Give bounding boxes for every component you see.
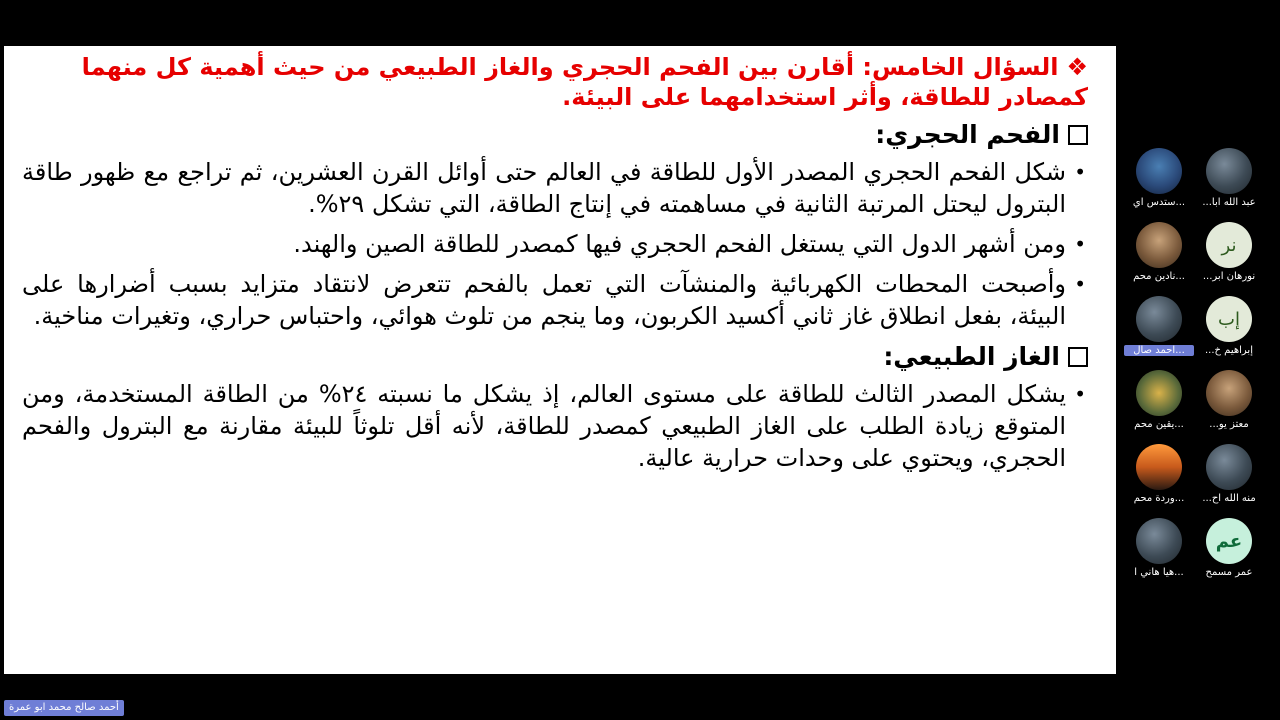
avatar	[1206, 148, 1252, 194]
participant-name: معتز يو...	[1209, 419, 1249, 430]
section-heading-coal	[22, 118, 1088, 152]
participant-tile[interactable]	[1194, 518, 1264, 582]
list-item: • شكل الفحم الحجري المصدر الأول للطاقة في العالم حتى أوائل القرن العشرين، ثم تراجع مع ظهور طاقة البترول ليحتل المرتبة الثانية في مساهمته في إنتاج الطاقة، التي تشكل ٢٩%.	[22, 156, 1066, 220]
participant-tile[interactable]	[1194, 222, 1264, 286]
avatar	[1136, 444, 1182, 490]
participant-tile[interactable]	[1194, 296, 1264, 360]
participant-name: عمر مسمح	[1205, 567, 1253, 578]
checkbox-square-icon	[1068, 125, 1088, 145]
avatar	[1136, 148, 1182, 194]
participant-name: ...ستدس اي	[1132, 197, 1186, 208]
avatar: إب	[1206, 296, 1252, 342]
participant-tile[interactable]	[1194, 148, 1264, 212]
participant-name: ...وردة محم	[1133, 493, 1185, 504]
participant-tile[interactable]	[1124, 296, 1194, 360]
participant-tile[interactable]	[1124, 444, 1194, 508]
avatar	[1206, 370, 1252, 416]
participant-tile[interactable]	[1124, 518, 1194, 582]
checkbox-square-icon	[1068, 347, 1088, 367]
avatar	[1206, 444, 1252, 490]
participant-name: ...هيا هاني ا	[1134, 567, 1184, 578]
participant-name: ...يقين محم	[1134, 419, 1184, 430]
participant-tile[interactable]	[1124, 370, 1194, 434]
avatar: نر	[1206, 222, 1252, 268]
avatar	[1136, 370, 1182, 416]
participant-name: إبراهيم خ...	[1205, 345, 1253, 356]
presentation-slide	[4, 46, 1116, 674]
participant-name: منه الله اح...	[1202, 493, 1256, 504]
participant-name: نورهان ابر...	[1202, 271, 1256, 282]
question-title	[22, 52, 1088, 112]
list-item: • وأصبحت المحطات الكهربائية والمنشآت التي تعمل بالفحم تتعرض لانتقاد متزايد بسبب أضرارها على البيئة، بفعل انطلاق غاز ثاني أكسيد الكربون، وما ينجم من تلوث هوائي، واحتباس حراري، وتغيرات مناخية.	[22, 268, 1066, 332]
avatar	[1136, 222, 1182, 268]
participant-tile[interactable]	[1194, 444, 1264, 508]
section-heading-text: الفحم الحجري:	[875, 120, 1060, 149]
section-heading-text: الغاز الطبيعي:	[883, 342, 1060, 371]
participant-tile[interactable]	[1124, 148, 1194, 212]
question-text: السؤال الخامس: أقارن بين الفحم الحجري والغاز الطبيعي من حيث أهمية كل منهما كمصادر للطاقة، وأثر استخدامهما على البيئة.	[81, 53, 1088, 111]
coal-bullet-list	[22, 156, 1088, 332]
avatar	[1136, 518, 1182, 564]
avatar	[1136, 296, 1182, 342]
list-item: • يشكل المصدر الثالث للطاقة على مستوى العالم، إذ يشكل ما نسبته ٢٤% من الطاقة المستخدمة، ومن المتوقع زيادة الطلب على الغاز الطبيعي كمصدر للطاقة، لأنه أقل تلوثاً للبيئة مقارنة مع البترول والفحم الحجري، ويحتوي على وحدات حرارية عالية.	[22, 378, 1066, 474]
participant-name: عبد الله ابا...	[1202, 197, 1256, 208]
gas-bullet-list	[22, 378, 1088, 474]
participant-name: ...نادين محم	[1133, 271, 1185, 282]
participant-tile[interactable]	[1194, 370, 1264, 434]
diamond-bullet-icon: ❖	[1066, 53, 1088, 81]
list-item: • ومن أشهر الدول التي يستغل الفحم الحجري فيها كمصدر للطاقة الصين والهند.	[22, 228, 1066, 260]
presenter-name-tag: أحمد صالح محمد ابو عمرة	[4, 700, 124, 716]
participant-tile[interactable]	[1124, 222, 1194, 286]
section-heading-gas	[22, 340, 1088, 374]
participant-name: ...احمد صال	[1124, 345, 1194, 356]
avatar: عم	[1206, 518, 1252, 564]
